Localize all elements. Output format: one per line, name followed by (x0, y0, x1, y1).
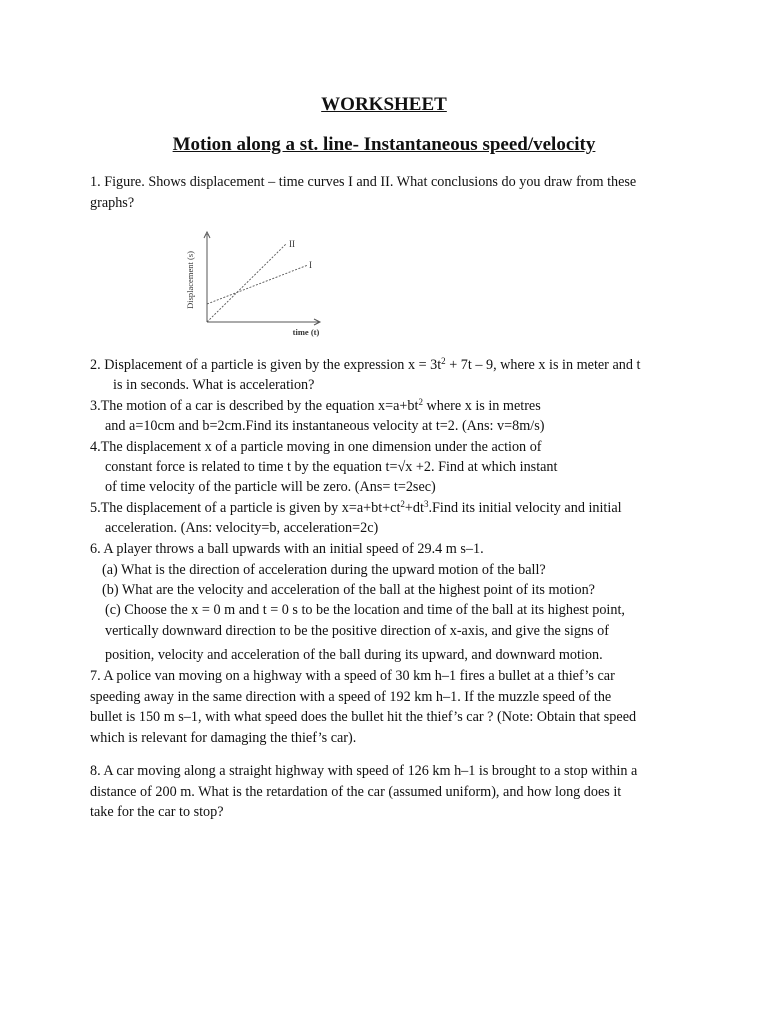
question-6-part-c-line-3: position, velocity and acceleration of the ball during its upward, and downward motion. (105, 647, 603, 663)
question-4-line-3: of time velocity of the particle will be zero. (Ans= t=2sec) (105, 479, 436, 495)
question-8-line-2: distance of 200 m. What is the retardation of the car (assumed uniform), and how long does it (90, 784, 622, 800)
question-4-line-2: constant force is related to time t by the equation t=√x +2. Find at which instant (105, 459, 558, 475)
question-6-part-a: (a) What is the direction of acceleration during the upward motion of the ball? (102, 562, 546, 578)
worksheet-subtitle: Motion along a st. line- Instantaneous speed/velocity (172, 134, 596, 155)
question-6-line-1: 6. A player throws a ball upwards with an initial speed of 29.4 m s–1. (90, 541, 484, 557)
displacement-time-figure (180, 228, 330, 344)
figure-y-axis-label: Displacement (s) (185, 251, 195, 309)
question-6-part-c-line-1: (c) Choose the x = 0 m and t = 0 s to be the location and time of the ball at its highest point, (105, 602, 625, 618)
question-3-superscript: 2 (418, 397, 423, 407)
question-1-line-2: graphs? (90, 195, 135, 211)
question-7-line-2: speeding away in the same direction with a speed of 192 km h–1. If the muzzle speed of the (90, 689, 612, 705)
question-3-line-1 (90, 396, 541, 416)
question-1-line-1: 1. Figure. Shows displacement – time curves I and II. What conclusions do you draw from these (90, 174, 637, 190)
question-5-text-a: 5.The displacement of a particle is given by x=a+bt+ct (90, 500, 401, 516)
question-5-text-b: +dt (404, 500, 424, 516)
question-3-text-a: 3.The motion of a car is described by the equation x=a+bt (90, 398, 419, 414)
question-4-line-1: 4.The displacement x of a particle moving in one dimension under the action of (90, 439, 542, 455)
question-8-line-1: 8. A car moving along a straight highway with speed of 126 km h–1 is brought to a stop within a (90, 763, 638, 779)
question-3-text-b: where x is in metres (422, 398, 541, 414)
question-2-line-1 (90, 355, 640, 375)
worksheet-title: WORKSHEET (321, 94, 447, 115)
question-2-text-b: + 7t – 9, where x is in meter and t (445, 357, 641, 373)
question-3-line-2: and a=10cm and b=2cm.Find its instantaneous velocity at t=2. (Ans: v=8m/s) (105, 418, 545, 434)
question-2-text-a: 2. Displacement of a particle is given by the expression x = 3t (90, 357, 442, 373)
question-5-line-1 (90, 498, 622, 518)
figure-x-axis-label: time (t) (292, 327, 320, 337)
curve-2-line (207, 244, 286, 322)
question-5-text-c: .Find its initial velocity and initial (428, 500, 622, 516)
question-6-part-c-line-2: vertically downward direction to be the positive direction of x-axis, and give the signs of (105, 623, 609, 639)
question-5-superscript-2: 3 (423, 499, 429, 509)
question-5-line-2: acceleration. (Ans: velocity=b, acceleration=2c) (105, 520, 379, 536)
curve-1-label: I (309, 260, 312, 270)
question-5-superscript-1: 2 (400, 499, 405, 509)
question-7-line-4: which is relevant for damaging the thief’s car). (90, 730, 357, 746)
curve-2-label: II (289, 239, 295, 249)
question-2-superscript: 2 (441, 356, 446, 366)
question-2-line-2: is in seconds. What is acceleration? (113, 377, 315, 393)
curve-1-line (207, 265, 308, 304)
question-6-part-b: (b) What are the velocity and acceleration of the ball at the highest point of its motion? (102, 582, 595, 598)
question-8-line-3: take for the car to stop? (90, 804, 224, 820)
question-7-line-1: 7. A police van moving on a highway with a speed of 30 km h–1 fires a bullet at a thief’s car (90, 668, 615, 684)
question-7-line-3: bullet is 150 m s–1, with what speed does the bullet hit the thief’s car ? (Note: Obtain that speed (90, 709, 637, 725)
